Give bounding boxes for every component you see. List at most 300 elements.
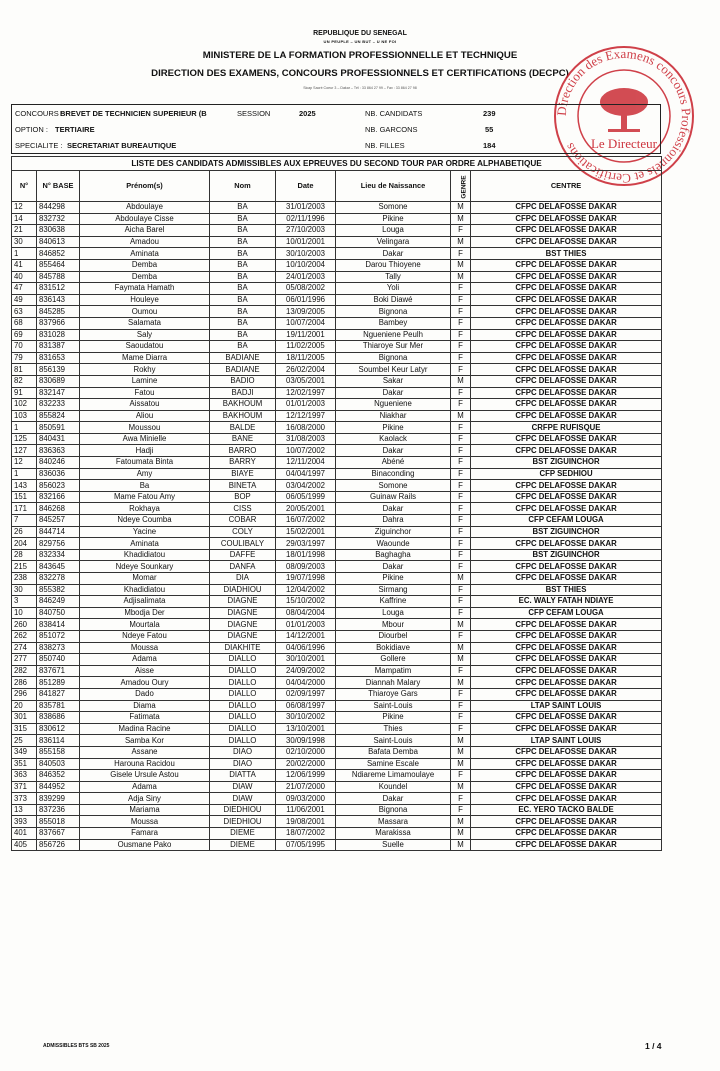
cell-centre: CFPC DELAFOSSE DAKAR xyxy=(471,329,662,341)
cell-prenom: Gisele Ursule Astou xyxy=(80,770,210,782)
cell-prenom: Aminata xyxy=(80,538,210,550)
cell-centre: CFPC DELAFOSSE DAKAR xyxy=(471,642,662,654)
cell-centre: CFPC DELAFOSSE DAKAR xyxy=(471,317,662,329)
cell-centre: CFPC DELAFOSSE DAKAR xyxy=(471,410,662,422)
cell-base: 837236 xyxy=(37,804,80,816)
cell-lieu: Dakar xyxy=(336,248,451,260)
cell-lieu: Bafata Demba xyxy=(336,746,451,758)
cell-base: 831512 xyxy=(37,283,80,295)
cell-centre: CFPC DELAFOSSE DAKAR xyxy=(471,758,662,770)
cell-prenom: Fatou xyxy=(80,387,210,399)
cell-lieu: Thiaroye Sur Mer xyxy=(336,341,451,353)
cell-base: 830638 xyxy=(37,225,80,237)
cell-num: 363 xyxy=(12,770,37,782)
cell-base: 845257 xyxy=(37,515,80,527)
cell-date: 09/03/2000 xyxy=(276,793,336,805)
cell-lieu: Boki Diawé xyxy=(336,294,451,306)
cell-centre: CFPC DELAFOSSE DAKAR xyxy=(471,202,662,214)
cell-centre: CFPC DELAFOSSE DAKAR xyxy=(471,781,662,793)
cell-nom: BALDE xyxy=(210,422,276,434)
cell-lieu: Bignona xyxy=(336,352,451,364)
cell-genre: F xyxy=(451,526,471,538)
cell-genre: M xyxy=(451,735,471,747)
cell-base: 844952 xyxy=(37,781,80,793)
cell-nom: BADJI xyxy=(210,387,276,399)
cell-genre: F xyxy=(451,688,471,700)
cell-genre: M xyxy=(451,758,471,770)
table-row xyxy=(12,445,662,457)
cell-lieu: Pikine xyxy=(336,573,451,585)
cell-date: 06/05/1999 xyxy=(276,491,336,503)
cell-prenom: Adjisalimata xyxy=(80,596,210,608)
table-row xyxy=(12,457,662,469)
cell-genre: F xyxy=(451,422,471,434)
cell-nom: BARRY xyxy=(210,457,276,469)
cell-genre: F xyxy=(451,515,471,527)
cell-centre: CFPC DELAFOSSE DAKAR xyxy=(471,503,662,515)
cell-centre: BST ZIGUINCHOR xyxy=(471,526,662,538)
cell-lieu: Pikine xyxy=(336,712,451,724)
table-row xyxy=(12,433,662,445)
table-row xyxy=(12,804,662,816)
cell-genre: F xyxy=(451,491,471,503)
table-row xyxy=(12,677,662,689)
cell-num: 282 xyxy=(12,665,37,677)
cell-num: 20 xyxy=(12,700,37,712)
cell-prenom: Lamine xyxy=(80,375,210,387)
cell-date: 01/01/2003 xyxy=(276,399,336,411)
cell-base: 836114 xyxy=(37,735,80,747)
cell-base: 844714 xyxy=(37,526,80,538)
cell-date: 13/09/2005 xyxy=(276,306,336,318)
table-row xyxy=(12,375,662,387)
cell-genre: F xyxy=(451,352,471,364)
option-value: TERTIAIRE xyxy=(55,125,95,134)
cell-base: 855018 xyxy=(37,816,80,828)
cell-date: 10/01/2001 xyxy=(276,236,336,248)
cell-prenom: Rokhy xyxy=(80,364,210,376)
cell-genre: F xyxy=(451,457,471,469)
cell-centre: CFPC DELAFOSSE DAKAR xyxy=(471,688,662,700)
cell-base: 845788 xyxy=(37,271,80,283)
cell-genre: F xyxy=(451,804,471,816)
table-row xyxy=(12,387,662,399)
table-row xyxy=(12,700,662,712)
cell-base: 832334 xyxy=(37,549,80,561)
cell-num: 26 xyxy=(12,526,37,538)
cell-lieu: Louga xyxy=(336,225,451,237)
cell-date: 08/04/2004 xyxy=(276,607,336,619)
table-row xyxy=(12,468,662,480)
cell-lieu: Pikine xyxy=(336,422,451,434)
cell-nom: BINETA xyxy=(210,480,276,492)
table-row xyxy=(12,329,662,341)
col-header-base: N° BASE xyxy=(37,171,80,202)
cell-base: 845285 xyxy=(37,306,80,318)
cell-base: 839299 xyxy=(37,793,80,805)
cell-lieu: Kaffrine xyxy=(336,596,451,608)
cell-lieu: Somone xyxy=(336,202,451,214)
cell-lieu: Dakar xyxy=(336,793,451,805)
cell-nom: DIAO xyxy=(210,746,276,758)
table-row xyxy=(12,688,662,700)
cell-date: 02/10/2000 xyxy=(276,746,336,758)
cell-nom: DIATTA xyxy=(210,770,276,782)
cell-centre: CFPC DELAFOSSE DAKAR xyxy=(471,561,662,573)
cell-nom: DIALLO xyxy=(210,665,276,677)
cell-genre: F xyxy=(451,561,471,573)
cell-genre: F xyxy=(451,306,471,318)
cell-prenom: Demba xyxy=(80,271,210,283)
svg-text:Direction des Examens concours: Direction des Examens concours Professionnels et Certifications xyxy=(553,45,695,187)
cell-num: 125 xyxy=(12,433,37,445)
cell-base: 831028 xyxy=(37,329,80,341)
cell-centre: EC. YERO TACKO BALDE xyxy=(471,804,662,816)
table-row xyxy=(12,213,662,225)
cell-num: 30 xyxy=(12,584,37,596)
cell-nom: BANE xyxy=(210,433,276,445)
cell-genre: F xyxy=(451,584,471,596)
cell-nom: BARRO xyxy=(210,445,276,457)
cell-num: 63 xyxy=(12,306,37,318)
cell-centre: LTAP SAINT LOUIS xyxy=(471,735,662,747)
cell-centre: CFPC DELAFOSSE DAKAR xyxy=(471,538,662,550)
cell-centre: CFPC DELAFOSSE DAKAR xyxy=(471,271,662,283)
cell-nom: DIAW xyxy=(210,793,276,805)
nb-garcons-value: 55 xyxy=(485,125,494,134)
cell-nom: DIALLO xyxy=(210,677,276,689)
cell-genre: M xyxy=(451,259,471,271)
cell-base: 846852 xyxy=(37,248,80,260)
cell-nom: DIALLO xyxy=(210,654,276,666)
cell-date: 30/10/2001 xyxy=(276,654,336,666)
cell-nom: DAFFE xyxy=(210,549,276,561)
cell-genre: F xyxy=(451,294,471,306)
cell-prenom: Ousmane Pako xyxy=(80,839,210,851)
cell-lieu: Abéné xyxy=(336,457,451,469)
cell-date: 12/06/1999 xyxy=(276,770,336,782)
table-row xyxy=(12,735,662,747)
cell-date: 12/04/2002 xyxy=(276,584,336,596)
cell-prenom: Saoudatou xyxy=(80,341,210,353)
cell-prenom: Faymata Hamath xyxy=(80,283,210,295)
col-header-date: Date xyxy=(276,171,336,202)
cell-num: 102 xyxy=(12,399,37,411)
cell-genre: M xyxy=(451,213,471,225)
cell-genre: F xyxy=(451,538,471,550)
candidates-table-wrapper xyxy=(11,156,661,851)
cell-base: 846352 xyxy=(37,770,80,782)
cell-nom: COLY xyxy=(210,526,276,538)
cell-date: 15/10/2002 xyxy=(276,596,336,608)
cell-num: 286 xyxy=(12,677,37,689)
cell-date: 04/04/2000 xyxy=(276,677,336,689)
table-row xyxy=(12,399,662,411)
cell-nom: DIALLO xyxy=(210,735,276,747)
table-header-row xyxy=(12,171,662,202)
cell-num: 171 xyxy=(12,503,37,515)
cell-date: 24/09/2002 xyxy=(276,665,336,677)
cell-date: 30/10/2003 xyxy=(276,248,336,260)
cell-date: 01/01/2003 xyxy=(276,619,336,631)
cell-num: 81 xyxy=(12,364,37,376)
table-row xyxy=(12,364,662,376)
cell-base: 838414 xyxy=(37,619,80,631)
cell-num: 3 xyxy=(12,596,37,608)
cell-prenom: Amy xyxy=(80,468,210,480)
table-row xyxy=(12,712,662,724)
cell-lieu: Pikine xyxy=(336,213,451,225)
cell-centre: CFPC DELAFOSSE DAKAR xyxy=(471,654,662,666)
table-row xyxy=(12,538,662,550)
cell-base: 840246 xyxy=(37,457,80,469)
cell-num: 28 xyxy=(12,549,37,561)
footer-label: ADMISSIBLES BTS SB 2025 xyxy=(43,1043,110,1049)
cell-base: 836036 xyxy=(37,468,80,480)
cell-base: 838273 xyxy=(37,642,80,654)
cell-date: 27/10/2003 xyxy=(276,225,336,237)
table-row xyxy=(12,271,662,283)
cell-base: 830612 xyxy=(37,723,80,735)
table-row xyxy=(12,816,662,828)
cell-num: 274 xyxy=(12,642,37,654)
cell-num: 260 xyxy=(12,619,37,631)
table-row xyxy=(12,352,662,364)
cell-date: 18/07/2002 xyxy=(276,828,336,840)
cell-date: 18/01/1998 xyxy=(276,549,336,561)
cell-date: 06/08/1997 xyxy=(276,700,336,712)
cell-nom: DIA xyxy=(210,573,276,585)
cell-centre: CFPC DELAFOSSE DAKAR xyxy=(471,630,662,642)
cell-num: 68 xyxy=(12,317,37,329)
table-row xyxy=(12,526,662,538)
cell-nom: BA xyxy=(210,248,276,260)
cell-date: 10/07/2002 xyxy=(276,445,336,457)
cell-num: 405 xyxy=(12,839,37,851)
nb-filles-label: NB. FILLES xyxy=(365,141,405,150)
cell-prenom: Abdoulaye xyxy=(80,202,210,214)
cell-num: 12 xyxy=(12,202,37,214)
cell-base: 851072 xyxy=(37,630,80,642)
cell-base: 843645 xyxy=(37,561,80,573)
cell-nom: BA xyxy=(210,236,276,248)
table-row xyxy=(12,828,662,840)
cell-date: 20/02/2000 xyxy=(276,758,336,770)
table-title: LISTE DES CANDIDATS ADMISSIBLES AUX EPREUVES DU SECOND TOUR PAR ORDRE ALPHABETIQUE xyxy=(12,157,662,171)
cell-prenom: Ba xyxy=(80,480,210,492)
cell-nom: DIAO xyxy=(210,758,276,770)
table-row xyxy=(12,839,662,851)
table-row xyxy=(12,422,662,434)
cell-base: 835781 xyxy=(37,700,80,712)
table-row xyxy=(12,793,662,805)
cell-num: 393 xyxy=(12,816,37,828)
cell-genre: M xyxy=(451,839,471,851)
cell-genre: F xyxy=(451,607,471,619)
cell-centre: CFPC DELAFOSSE DAKAR xyxy=(471,364,662,376)
cell-base: 855464 xyxy=(37,259,80,271)
cell-prenom: Dado xyxy=(80,688,210,700)
cell-prenom: Mame Fatou Amy xyxy=(80,491,210,503)
cell-date: 02/09/1997 xyxy=(276,688,336,700)
cell-genre: F xyxy=(451,399,471,411)
cell-nom: DIEDHIOU xyxy=(210,804,276,816)
cell-num: 301 xyxy=(12,712,37,724)
cell-genre: M xyxy=(451,236,471,248)
cell-lieu: Kaolack xyxy=(336,433,451,445)
cell-genre: F xyxy=(451,225,471,237)
cell-num: 49 xyxy=(12,294,37,306)
cell-lieu: Sirmang xyxy=(336,584,451,596)
cell-centre: CFPC DELAFOSSE DAKAR xyxy=(471,677,662,689)
cell-date: 13/10/2001 xyxy=(276,723,336,735)
table-row xyxy=(12,294,662,306)
cell-nom: BA xyxy=(210,271,276,283)
cell-num: 143 xyxy=(12,480,37,492)
cell-centre: CFPC DELAFOSSE DAKAR xyxy=(471,828,662,840)
cell-num: 238 xyxy=(12,573,37,585)
cell-centre: BST ZIGUINCHOR xyxy=(471,457,662,469)
cell-date: 11/02/2005 xyxy=(276,341,336,353)
cell-nom: COULIBALY xyxy=(210,538,276,550)
cell-num: 47 xyxy=(12,283,37,295)
cell-num: 82 xyxy=(12,375,37,387)
cell-date: 05/08/2002 xyxy=(276,283,336,295)
cell-nom: DIALLO xyxy=(210,688,276,700)
cell-genre: F xyxy=(451,665,471,677)
cell-nom: BA xyxy=(210,329,276,341)
table-row xyxy=(12,584,662,596)
cell-num: 13 xyxy=(12,804,37,816)
cell-nom: DANFA xyxy=(210,561,276,573)
cell-lieu: Guinaw Rails xyxy=(336,491,451,503)
cell-lieu: Ngueniene Peulh xyxy=(336,329,451,341)
cell-centre: CFPC DELAFOSSE DAKAR xyxy=(471,306,662,318)
cell-num: 351 xyxy=(12,758,37,770)
cell-prenom: Mourtala xyxy=(80,619,210,631)
nb-filles-value: 184 xyxy=(483,141,496,150)
cell-genre: M xyxy=(451,746,471,758)
cell-prenom: Aicha Barel xyxy=(80,225,210,237)
cell-date: 24/01/2003 xyxy=(276,271,336,283)
candidates-table xyxy=(11,156,662,851)
cell-prenom: Fatoumata Binta xyxy=(80,457,210,469)
cell-base: 856726 xyxy=(37,839,80,851)
cell-num: 315 xyxy=(12,723,37,735)
option-label: OPTION : xyxy=(15,125,48,134)
cell-base: 840750 xyxy=(37,607,80,619)
cell-num: 41 xyxy=(12,259,37,271)
table-row xyxy=(12,654,662,666)
cell-prenom: Yacine xyxy=(80,526,210,538)
cell-prenom: Amadou Oury xyxy=(80,677,210,689)
cell-centre: CRFPE RUFISQUE xyxy=(471,422,662,434)
cell-base: 832732 xyxy=(37,213,80,225)
col-header-centre: CENTRE xyxy=(471,171,662,202)
cell-centre: CFPC DELAFOSSE DAKAR xyxy=(471,712,662,724)
cell-centre: CFPC DELAFOSSE DAKAR xyxy=(471,375,662,387)
cell-centre: CFP CEFAM LOUGA xyxy=(471,515,662,527)
cell-prenom: Amadou xyxy=(80,236,210,248)
cell-nom: DIEDHIOU xyxy=(210,816,276,828)
cell-genre: F xyxy=(451,549,471,561)
cell-nom: BA xyxy=(210,306,276,318)
cell-genre: M xyxy=(451,816,471,828)
col-header-lieu: Lieu de Naissance xyxy=(336,171,451,202)
cell-genre: F xyxy=(451,317,471,329)
cell-base: 837966 xyxy=(37,317,80,329)
table-title-row xyxy=(12,157,662,171)
cell-prenom: Mbodja Der xyxy=(80,607,210,619)
cell-nom: DIEME xyxy=(210,839,276,851)
republic-title: REPUBLIQUE DU SENEGAL xyxy=(313,30,407,37)
cell-date: 16/07/2002 xyxy=(276,515,336,527)
cell-lieu: Dakar xyxy=(336,503,451,515)
exam-info-box xyxy=(11,104,661,154)
cell-lieu: Dahra xyxy=(336,515,451,527)
cell-lieu: Tally xyxy=(336,271,451,283)
cell-base: 855158 xyxy=(37,746,80,758)
nb-candidats-label: NB. CANDIDATS xyxy=(365,109,423,118)
table-row xyxy=(12,202,662,214)
cell-prenom: Ndeye Fatou xyxy=(80,630,210,642)
cell-base: 855824 xyxy=(37,410,80,422)
cell-lieu: Bignona xyxy=(336,306,451,318)
cell-centre: CFPC DELAFOSSE DAKAR xyxy=(471,480,662,492)
cell-prenom: Rokhaya xyxy=(80,503,210,515)
cell-num: 91 xyxy=(12,387,37,399)
cell-date: 12/02/1997 xyxy=(276,387,336,399)
table-row xyxy=(12,503,662,515)
table-row xyxy=(12,561,662,573)
cell-base: 829756 xyxy=(37,538,80,550)
table-row xyxy=(12,758,662,770)
cell-prenom: Assane xyxy=(80,746,210,758)
cell-num: 79 xyxy=(12,352,37,364)
cell-prenom: Demba xyxy=(80,259,210,271)
cell-base: 844298 xyxy=(37,202,80,214)
cell-lieu: Binaconding xyxy=(336,468,451,480)
cell-num: 30 xyxy=(12,236,37,248)
cell-num: 371 xyxy=(12,781,37,793)
cell-genre: M xyxy=(451,375,471,387)
cell-num: 7 xyxy=(12,515,37,527)
cell-lieu: Sakar xyxy=(336,375,451,387)
cell-centre: CFPC DELAFOSSE DAKAR xyxy=(471,341,662,353)
cell-centre: CFPC DELAFOSSE DAKAR xyxy=(471,491,662,503)
cell-genre: F xyxy=(451,433,471,445)
cell-date: 02/11/1996 xyxy=(276,213,336,225)
republic-motto: UN PEUPLE – UN BUT – U NE FOI xyxy=(323,39,397,44)
cell-centre: CFP CEFAM LOUGA xyxy=(471,607,662,619)
cell-date: 30/10/2002 xyxy=(276,712,336,724)
cell-num: 12 xyxy=(12,457,37,469)
cell-nom: BA xyxy=(210,213,276,225)
cell-lieu: Bignona xyxy=(336,804,451,816)
table-row xyxy=(12,283,662,295)
cell-genre: M xyxy=(451,677,471,689)
cell-date: 19/11/2001 xyxy=(276,329,336,341)
cell-date: 08/09/2003 xyxy=(276,561,336,573)
cell-base: 836143 xyxy=(37,294,80,306)
cell-prenom: Momar xyxy=(80,573,210,585)
table-row xyxy=(12,248,662,260)
cell-base: 830689 xyxy=(37,375,80,387)
cell-prenom: Madina Racine xyxy=(80,723,210,735)
cell-nom: DIAW xyxy=(210,781,276,793)
cell-nom: DIEME xyxy=(210,828,276,840)
cell-nom: DIALLO xyxy=(210,712,276,724)
